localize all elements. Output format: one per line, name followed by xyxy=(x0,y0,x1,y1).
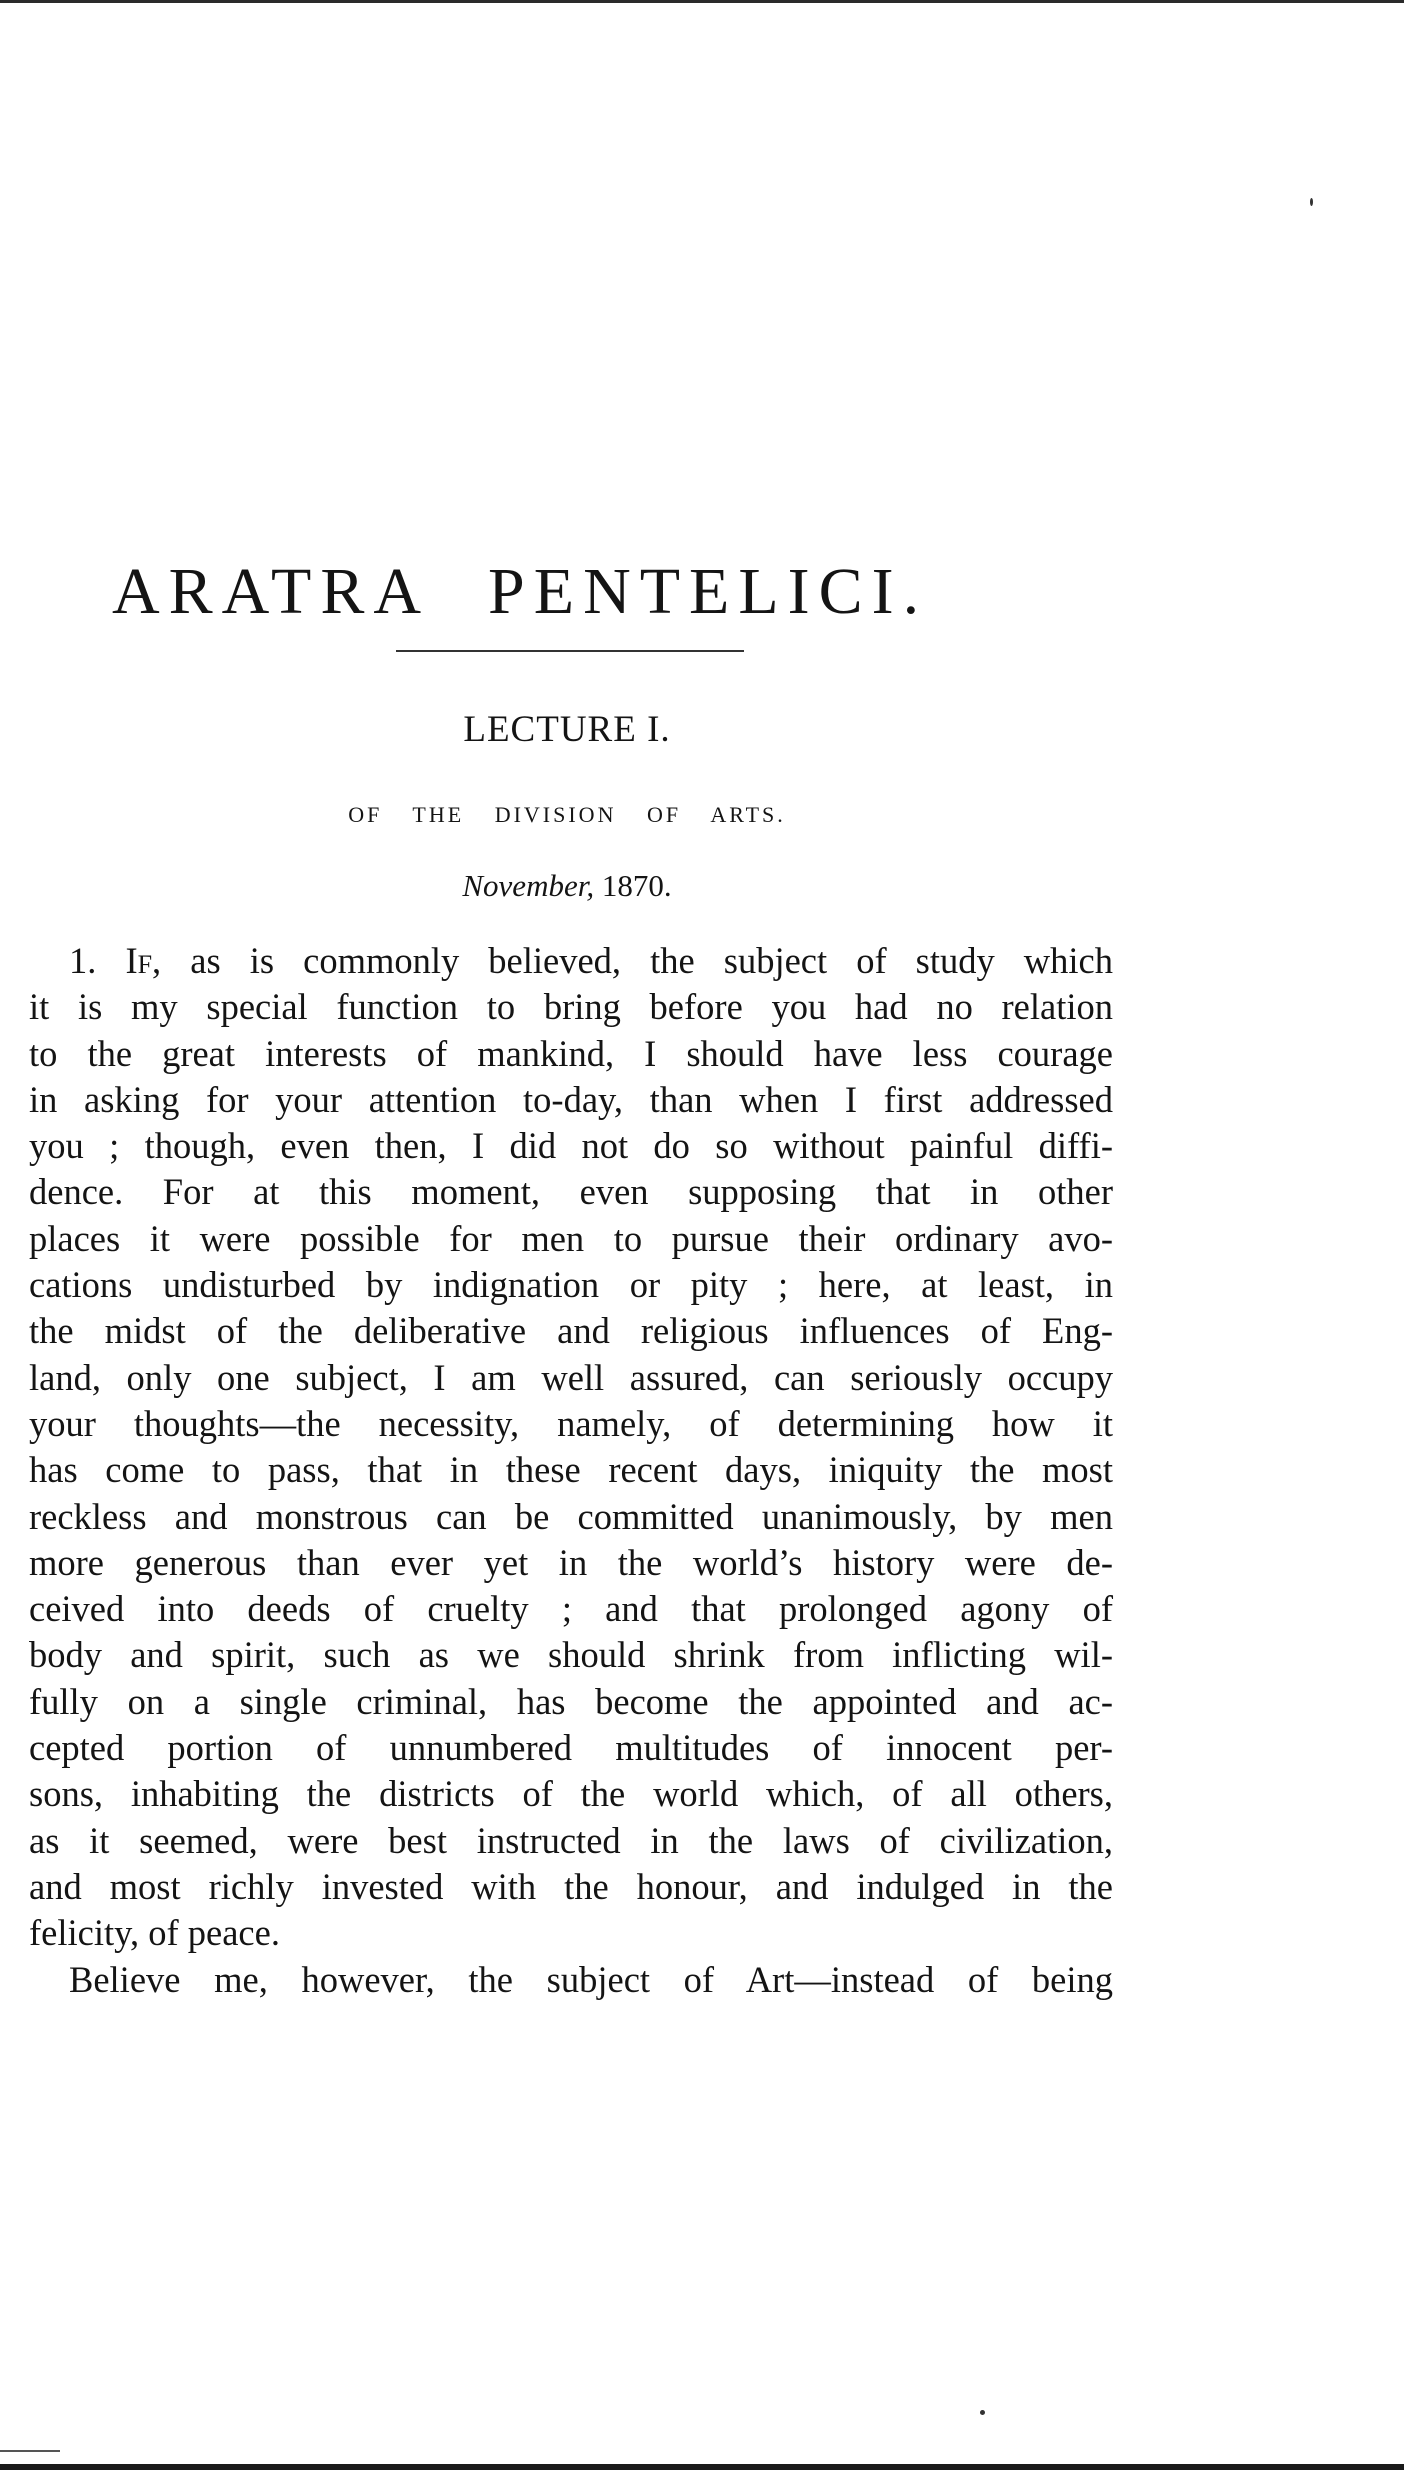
text-line: sons, inhabiting the districts of the world which, of all others, xyxy=(29,1773,1113,1815)
text-line: reckless and monstrous can be committed unanimously, by men xyxy=(29,1495,1113,1537)
page-top-edge xyxy=(0,0,1404,3)
body-text xyxy=(29,938,1113,2003)
text-line: body and spirit, such as we should shrink from inflicting wil- xyxy=(29,1634,1113,1676)
paragraph-number: 1. xyxy=(69,940,97,981)
text-line: ceived into deeds of cruelty ; and that prolonged agony of xyxy=(29,1588,1113,1630)
text-line: you ; though, even then, I did not do so without painful diffi- xyxy=(29,1125,1113,1167)
title-word-1: ARATRA xyxy=(112,555,431,629)
title-divider xyxy=(396,650,744,652)
lecture-date xyxy=(0,868,1134,904)
text-line: and most richly invested with the honour, and indulged in the xyxy=(29,1865,1113,1907)
text-line: the midst of the deliberative and religious influences of Eng- xyxy=(29,1310,1113,1352)
text-line: more generous than ever yet in the world’s history were de- xyxy=(29,1541,1113,1583)
text-line: your thoughts—the necessity, namely, of determining how it xyxy=(29,1402,1113,1444)
date-month: November, xyxy=(462,868,595,903)
text-line: cations undisturbed by indignation or pity ; here, at least, in xyxy=(29,1264,1113,1306)
text-line: land, only one subject, I am well assured, can seriously occupy xyxy=(29,1356,1113,1398)
next-paragraph-line: Believe me, however, the subject of Art—instead of being xyxy=(69,1958,1113,2000)
book-title xyxy=(112,554,1112,630)
line-text: as is commonly believed, the subject of study which xyxy=(190,940,1114,981)
lecture-heading: LECTURE I. xyxy=(463,709,671,750)
print-speck xyxy=(1310,198,1313,206)
page-bottom-mark xyxy=(0,2450,60,2452)
text-line: has come to pass, that in these recent days, iniquity the most xyxy=(29,1449,1113,1491)
text-line: to the great interests of mankind, I should have less courage xyxy=(29,1032,1113,1074)
page-bottom-edge xyxy=(0,2464,1404,2470)
lecture-subtitle: OF THE DIVISION OF ARTS. xyxy=(348,802,786,827)
date-year: 1870. xyxy=(601,868,672,903)
text-line: fully on a single criminal, has become the appointed and ac- xyxy=(29,1680,1113,1722)
text-line: dence. For at this moment, even supposing that in other xyxy=(29,1171,1113,1213)
text-line: as it seemed, were best instructed in the laws of civilization, xyxy=(29,1819,1113,1861)
title-word-2: PENTELICI. xyxy=(488,555,929,629)
text-line: cepted portion of unnumbered multitudes of innocent per- xyxy=(29,1727,1113,1769)
text-line: in asking for your attention to-day, than when I first addressed xyxy=(29,1078,1113,1120)
print-speck xyxy=(980,2410,985,2415)
text-line: it is my special function to bring before you had no relation xyxy=(29,986,1113,1028)
text-line xyxy=(29,938,1113,984)
first-word: If, xyxy=(125,940,162,981)
text-line: felicity, of peace. xyxy=(29,1912,280,1954)
text-line: places it were possible for men to pursue their ordinary avo- xyxy=(29,1217,1113,1259)
